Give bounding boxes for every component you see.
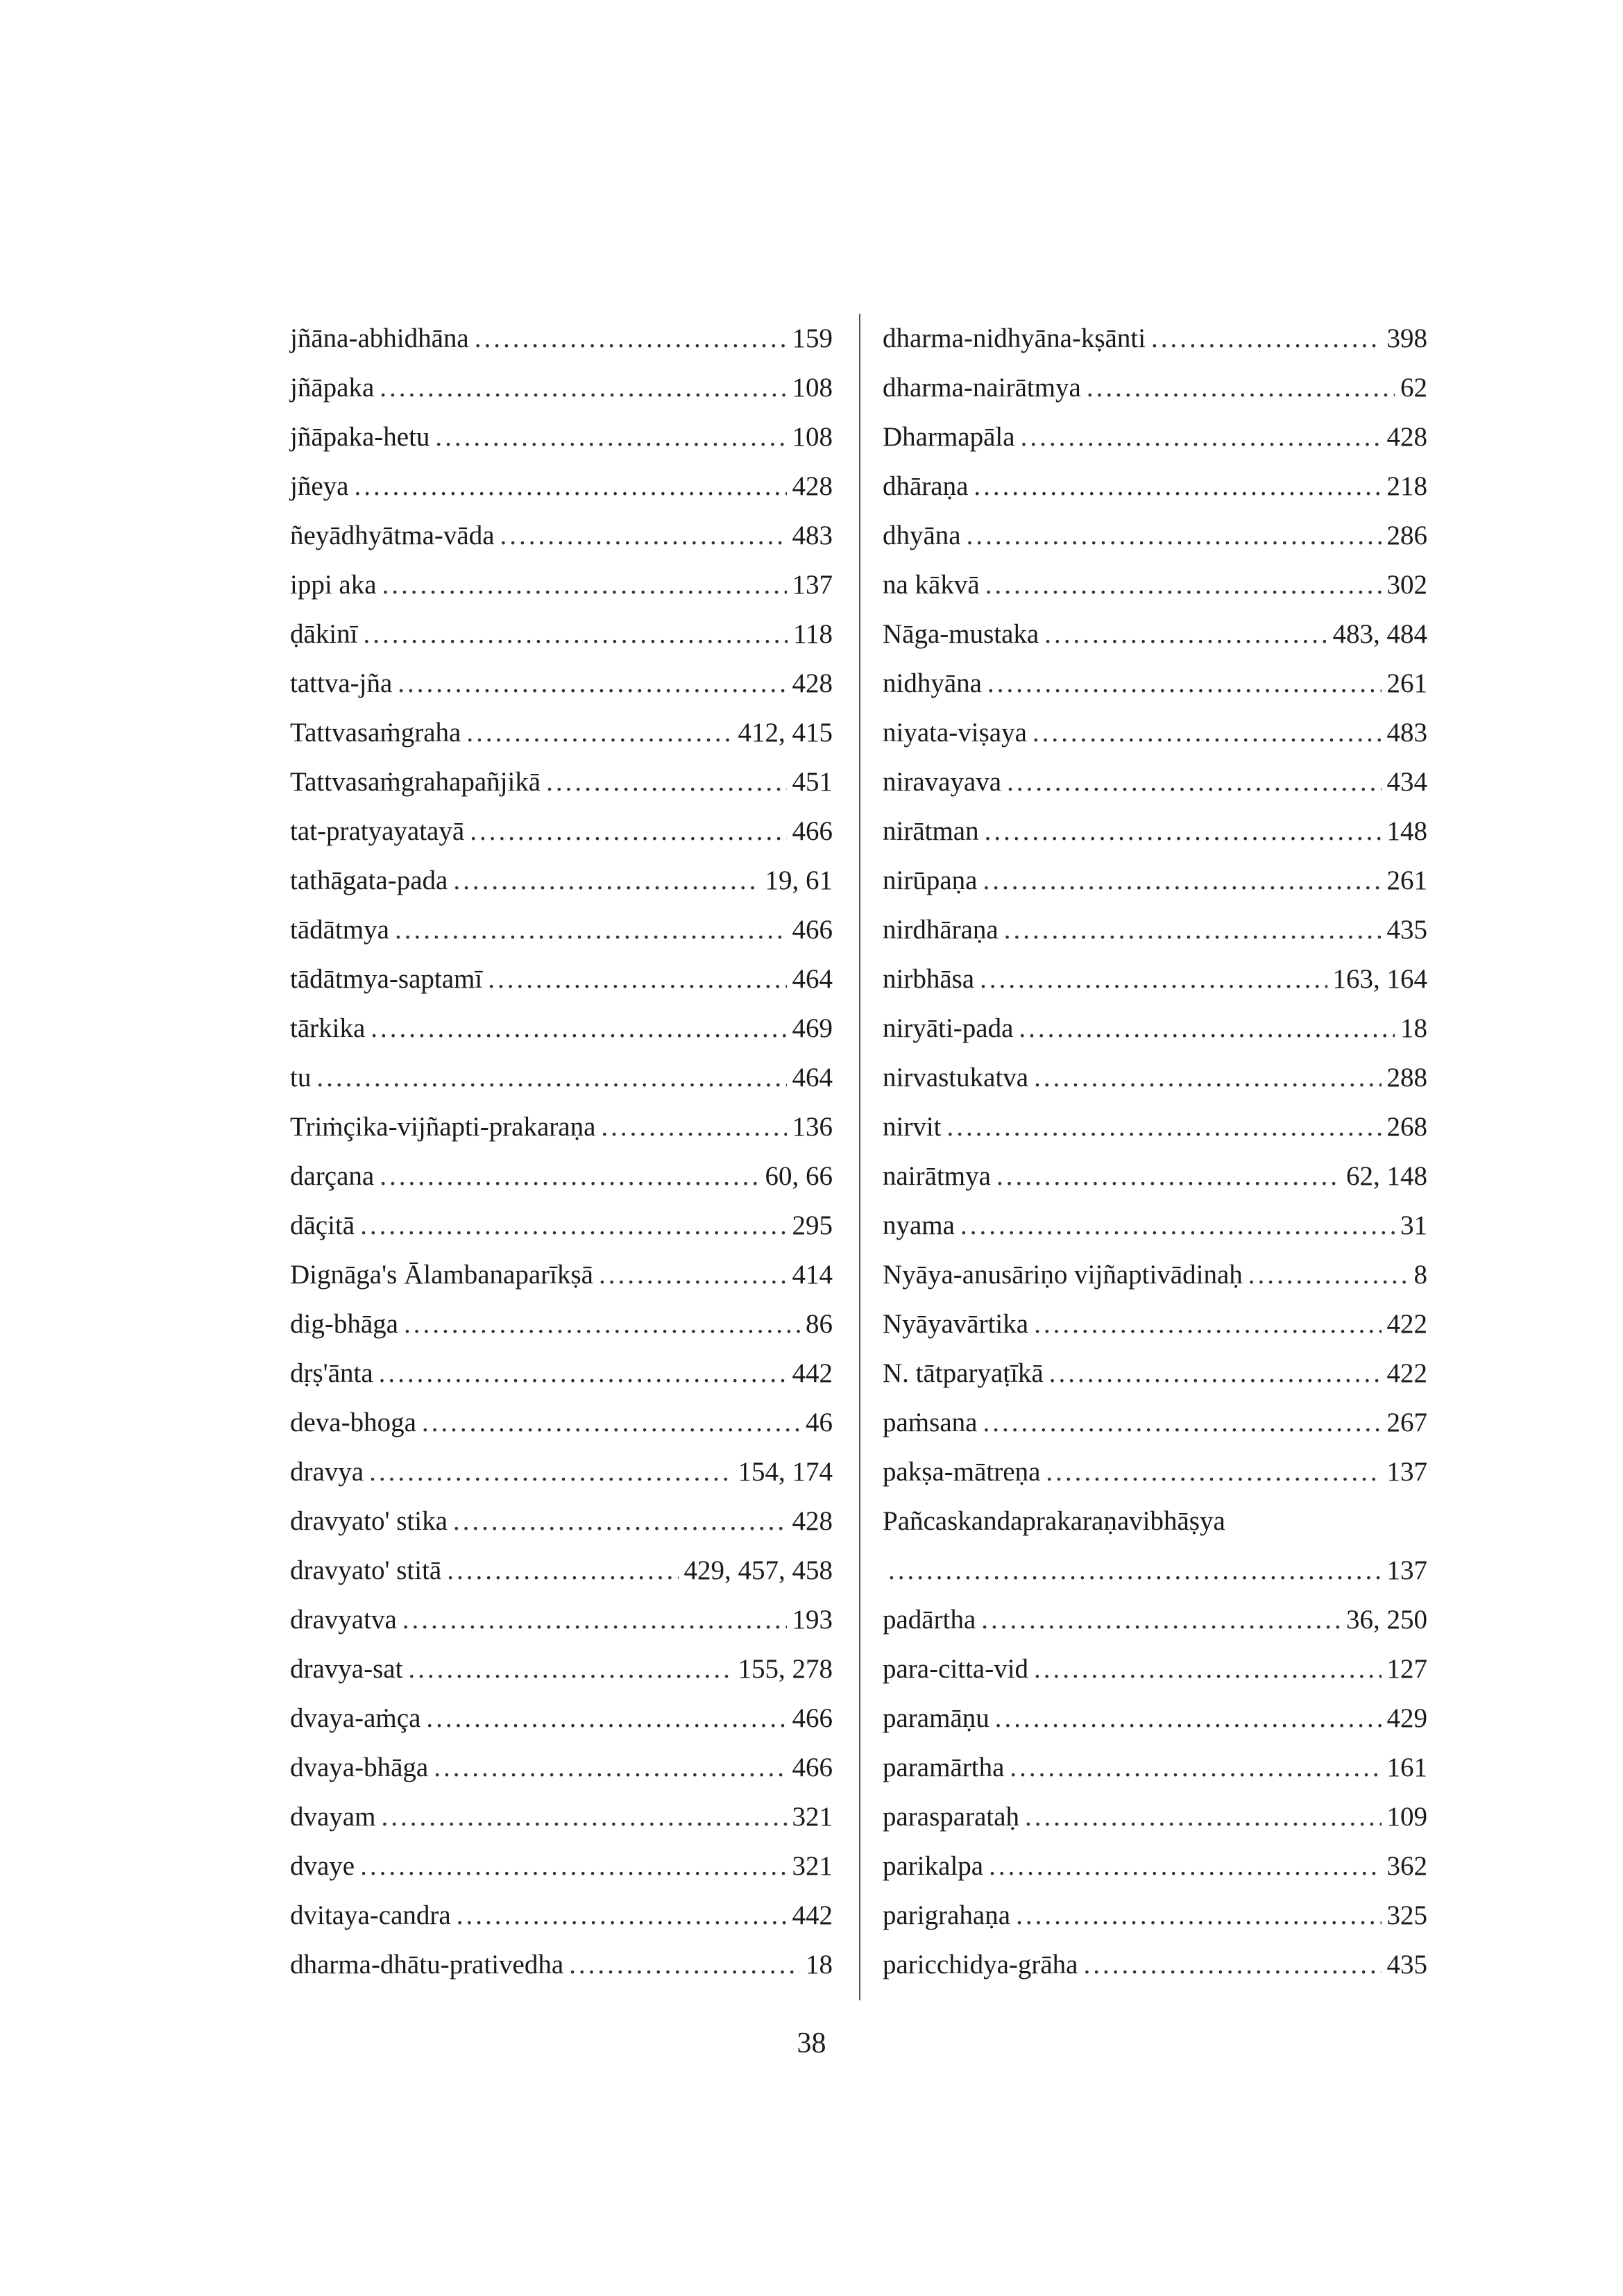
dot-leader — [408, 1644, 732, 1694]
index-term: Triṁçika-vijñapti-prakaraṇa — [290, 1112, 596, 1142]
dot-leader — [981, 1595, 1341, 1644]
index-term: tattva-jña — [290, 668, 393, 698]
index-entry — [883, 1102, 1427, 1151]
index-pages: 163, 164 — [1332, 964, 1427, 994]
dot-leader — [457, 1891, 787, 1940]
index-entry — [883, 511, 1427, 560]
index-pages: 159 — [792, 323, 833, 353]
dot-leader — [1034, 1299, 1381, 1349]
index-term: Nyāya-anusāriṇo vijñaptivādinaḥ — [883, 1260, 1243, 1290]
index-entry — [883, 708, 1427, 757]
index-term: dravyatva — [290, 1605, 397, 1635]
index-entry — [883, 1151, 1427, 1201]
index-entry — [883, 856, 1427, 905]
index-term: nirvit — [883, 1112, 942, 1142]
index-entry — [883, 560, 1427, 609]
dot-leader — [470, 807, 786, 856]
index-term: Tattvasaṁgrahapañjikā — [290, 767, 541, 797]
index-pages: 321 — [792, 1851, 833, 1881]
index-entry — [290, 412, 833, 462]
index-pages: 422 — [1386, 1309, 1427, 1339]
index-term: nirvastukatva — [883, 1063, 1029, 1092]
index-term: dvayam — [290, 1802, 376, 1832]
dot-leader — [1049, 1349, 1382, 1398]
dot-leader — [985, 807, 1382, 856]
index-entry — [290, 708, 833, 757]
index-entry — [290, 1546, 833, 1595]
dot-leader — [599, 1250, 787, 1299]
dot-leader — [1004, 905, 1382, 954]
dot-leader — [1248, 1250, 1409, 1299]
index-entry — [883, 1299, 1427, 1349]
index-pages: 18 — [806, 1950, 833, 1980]
index-term: tat-pratyayatayā — [290, 816, 465, 846]
dot-leader — [888, 1546, 1382, 1595]
index-entry — [290, 560, 833, 609]
index-term: dharma-nairātmya — [883, 373, 1081, 403]
index-pages: 268 — [1386, 1112, 1427, 1142]
dot-leader — [402, 1595, 787, 1644]
dot-leader — [363, 609, 787, 659]
index-entry — [290, 757, 833, 807]
index-entry — [290, 807, 833, 856]
index-term: dvitaya-candra — [290, 1900, 451, 1930]
index-pages: 161 — [1386, 1753, 1427, 1782]
index-term: jñeya — [290, 471, 349, 501]
index-term: parasparataḥ — [883, 1802, 1020, 1832]
index-entry — [883, 1644, 1427, 1694]
index-entry — [883, 1595, 1427, 1644]
dot-leader — [369, 1447, 732, 1496]
index-pages: 362 — [1386, 1851, 1427, 1881]
index-term: paṁsana — [883, 1408, 978, 1437]
index-pages: 464 — [792, 964, 833, 994]
dot-leader — [434, 1743, 786, 1792]
index-pages: 483 — [792, 521, 833, 550]
index-pages: 261 — [1386, 866, 1427, 895]
dot-leader — [1084, 1940, 1382, 1989]
index-term: tādātmya-saptamī — [290, 964, 483, 994]
dot-leader — [453, 856, 759, 905]
dot-leader — [983, 1398, 1381, 1447]
index-entry — [290, 1743, 833, 1792]
index-term: Pañcaskandaprakaraṇavibhāṣya — [883, 1506, 1225, 1536]
index-term: parikalpa — [883, 1851, 984, 1881]
index-pages: 62 — [1400, 373, 1427, 403]
dot-leader — [398, 659, 786, 708]
index-term: paramāṇu — [883, 1703, 989, 1733]
index-pages: 483, 484 — [1332, 619, 1427, 649]
index-entry — [883, 954, 1427, 1004]
index-entry — [290, 1694, 833, 1743]
index-term: nirdhāraṇa — [883, 915, 999, 945]
index-entry — [883, 1496, 1427, 1546]
index-entry — [290, 1053, 833, 1102]
index-term: parigrahaṇa — [883, 1900, 1011, 1930]
index-entry — [290, 511, 833, 560]
dot-leader — [1025, 1792, 1381, 1841]
index-pages: 108 — [792, 373, 833, 403]
index-term: ñeyādhyātma-vāda — [290, 521, 495, 550]
index-entry — [883, 314, 1427, 363]
index-entry — [883, 1447, 1427, 1496]
index-pages: 429 — [1386, 1703, 1427, 1733]
index-term: dravyato' stika — [290, 1506, 448, 1536]
index-term: darçana — [290, 1161, 375, 1191]
index-term: na kākvā — [883, 570, 980, 600]
index-pages: 18 — [1400, 1013, 1427, 1043]
index-term: dāçitā — [290, 1210, 355, 1240]
dot-leader — [546, 757, 786, 807]
dot-leader — [381, 1792, 786, 1841]
index-pages: 193 — [792, 1605, 833, 1635]
index-entry — [883, 1546, 1427, 1595]
dot-leader — [983, 856, 1381, 905]
index-pages: 109 — [1386, 1802, 1427, 1832]
index-entry — [290, 609, 833, 659]
dot-leader — [1151, 314, 1381, 363]
index-term: deva-bhoga — [290, 1408, 416, 1437]
index-term: dvaye — [290, 1851, 355, 1881]
index-pages: 62, 148 — [1346, 1161, 1427, 1191]
dot-leader — [380, 1151, 759, 1201]
dot-leader — [500, 511, 787, 560]
index-pages: 36, 250 — [1346, 1605, 1427, 1635]
dot-leader — [395, 905, 787, 954]
dot-leader — [380, 363, 786, 412]
index-pages: 137 — [1386, 1555, 1427, 1585]
dot-leader — [1034, 1644, 1381, 1694]
index-pages: 422 — [1386, 1358, 1427, 1388]
index-entry — [290, 363, 833, 412]
index-entry — [883, 807, 1427, 856]
index-term: paricchidya-grāha — [883, 1950, 1078, 1980]
index-pages: 286 — [1386, 521, 1427, 550]
index-pages: 466 — [792, 1753, 833, 1782]
index-pages: 46 — [806, 1408, 833, 1437]
index-term: dravyato' stitā — [290, 1555, 442, 1585]
index-pages: 428 — [792, 1506, 833, 1536]
index-term: ḍākinī — [290, 619, 358, 649]
index-pages: 86 — [806, 1309, 833, 1339]
index-entry — [883, 1053, 1427, 1102]
index-entry — [290, 1250, 833, 1299]
index-pages: 136 — [792, 1112, 833, 1142]
index-entry — [883, 757, 1427, 807]
index-term: paramārtha — [883, 1753, 1005, 1782]
index-pages: 483 — [1386, 718, 1427, 748]
dot-leader — [1033, 708, 1382, 757]
dot-leader — [453, 1496, 787, 1546]
index-term: dhyāna — [883, 521, 961, 550]
index-term: dhāraṇa — [883, 471, 969, 501]
index-entry — [290, 1940, 833, 1989]
index-pages: 108 — [792, 422, 833, 452]
index-entry — [883, 1201, 1427, 1250]
index-term: tu — [290, 1063, 312, 1092]
index-entry — [290, 1398, 833, 1447]
index-entry — [290, 659, 833, 708]
index-entry — [883, 363, 1427, 412]
index-entry — [290, 1102, 833, 1151]
index-entry — [290, 1447, 833, 1496]
index-term: dravya-sat — [290, 1654, 403, 1684]
dot-leader — [316, 1053, 786, 1102]
index-term: padārtha — [883, 1605, 976, 1635]
index-entry — [290, 1299, 833, 1349]
index-pages: 398 — [1386, 323, 1427, 353]
dot-leader — [996, 1151, 1341, 1201]
index-pages: 412, 415 — [738, 718, 833, 748]
page-number: 38 — [797, 2027, 826, 2059]
index-pages: 137 — [1386, 1457, 1427, 1487]
index-pages: 8 — [1413, 1260, 1427, 1290]
index-term: tārkika — [290, 1013, 366, 1043]
index-entry — [290, 1004, 833, 1053]
index-entry — [883, 1792, 1427, 1841]
dot-leader — [435, 412, 786, 462]
dot-leader — [371, 1004, 786, 1053]
index-entry — [290, 1841, 833, 1891]
dot-leader — [466, 708, 732, 757]
index-pages: 148 — [1386, 816, 1427, 846]
index-term: nirūpaṇa — [883, 866, 978, 895]
index-pages: 428 — [792, 471, 833, 501]
index-entry — [290, 1792, 833, 1841]
dot-leader — [422, 1398, 800, 1447]
index-pages: 218 — [1386, 471, 1427, 501]
index-entry — [290, 954, 833, 1004]
dot-leader — [360, 1201, 786, 1250]
index-pages: 302 — [1386, 570, 1427, 600]
index-pages: 288 — [1386, 1063, 1427, 1092]
index-term: Dignāga's Ālambanaparīkṣā — [290, 1260, 593, 1290]
index-term: Tattvasaṁgraha — [290, 718, 461, 748]
dot-leader — [1021, 412, 1382, 462]
index-pages: 428 — [1386, 422, 1427, 452]
index-entry — [290, 1644, 833, 1694]
index-entry — [883, 1250, 1427, 1299]
dot-leader — [379, 1349, 787, 1398]
index-term: tathāgata-pada — [290, 866, 448, 895]
index-term: para-citta-vid — [883, 1654, 1029, 1684]
dot-leader — [360, 1841, 786, 1891]
index-pages: 137 — [792, 570, 833, 600]
index-pages: 155, 278 — [738, 1654, 833, 1684]
index-pages: 466 — [792, 1703, 833, 1733]
index-pages: 434 — [1386, 767, 1427, 797]
index-entry — [883, 905, 1427, 954]
dot-leader — [947, 1102, 1382, 1151]
index-entry — [883, 462, 1427, 511]
index-entry — [883, 1349, 1427, 1398]
index-pages: 466 — [792, 915, 833, 945]
index-entry — [883, 1841, 1427, 1891]
index-pages: 429, 457, 458 — [683, 1555, 833, 1585]
dot-leader — [1087, 363, 1395, 412]
index-term: dvaya-aṁça — [290, 1703, 421, 1733]
index-term: nirbhāsa — [883, 964, 975, 994]
index-term: ippi aka — [290, 570, 377, 600]
dot-leader — [1016, 1891, 1381, 1940]
index-term: nyama — [883, 1210, 955, 1240]
dot-leader — [989, 1841, 1381, 1891]
index-entry — [883, 1004, 1427, 1053]
index-term: Nāga-mustaka — [883, 619, 1039, 649]
index-pages: 469 — [792, 1013, 833, 1043]
index-pages: 442 — [792, 1900, 833, 1930]
dot-leader — [967, 511, 1382, 560]
dot-leader — [382, 560, 787, 609]
dot-leader — [475, 314, 787, 363]
index-entry — [290, 856, 833, 905]
index-entry — [883, 1891, 1427, 1940]
index-pages: 295 — [792, 1210, 833, 1240]
dot-leader — [1007, 757, 1381, 807]
index-entry — [883, 609, 1427, 659]
index-pages: 19, 61 — [765, 866, 833, 895]
dot-leader — [1034, 1053, 1381, 1102]
index-term: dharma-nidhyāna-kṣānti — [883, 323, 1146, 353]
index-term: N. tātparyaṭīkā — [883, 1358, 1044, 1388]
column-divider — [859, 314, 860, 2000]
index-entry — [883, 1743, 1427, 1792]
index-term: niravayava — [883, 767, 1002, 797]
index-entry — [290, 1151, 833, 1201]
dot-leader — [985, 560, 1382, 609]
dot-leader — [1044, 609, 1327, 659]
index-column-right — [883, 314, 1427, 1989]
index-pages: 31 — [1400, 1210, 1427, 1240]
index-pages: 451 — [792, 767, 833, 797]
dot-leader — [601, 1102, 786, 1151]
index-pages: 118 — [792, 619, 833, 649]
index-pages: 435 — [1386, 915, 1427, 945]
index-pages: 261 — [1386, 668, 1427, 698]
index-term: dṛṣ'ānta — [290, 1358, 373, 1388]
index-term: niyata-viṣaya — [883, 718, 1027, 748]
index-term: nairātmya — [883, 1161, 991, 1191]
dot-leader — [995, 1694, 1382, 1743]
index-pages: 325 — [1386, 1900, 1427, 1930]
index-entry — [290, 1201, 833, 1250]
index-entry — [883, 1398, 1427, 1447]
index-pages: 321 — [792, 1802, 833, 1832]
index-entry — [290, 1349, 833, 1398]
index-entry — [883, 412, 1427, 462]
index-term: niryāti-pada — [883, 1013, 1014, 1043]
index-term: jñāpaka — [290, 373, 375, 403]
index-pages: 154, 174 — [738, 1457, 833, 1487]
index-pages: 60, 66 — [765, 1161, 833, 1191]
index-pages: 466 — [792, 816, 833, 846]
index-column-left — [290, 314, 833, 1989]
dot-leader — [447, 1546, 678, 1595]
index-term: dig-bhāga — [290, 1309, 398, 1339]
dot-leader — [980, 954, 1327, 1004]
index-term: jñāna-abhidhāna — [290, 323, 469, 353]
index-term: nidhyāna — [883, 668, 982, 698]
index-term: dravya — [290, 1457, 364, 1487]
dot-leader — [569, 1940, 800, 1989]
dot-leader — [354, 462, 786, 511]
dot-leader — [1046, 1447, 1381, 1496]
index-entry — [290, 1496, 833, 1546]
index-term: pakṣa-mātreṇa — [883, 1457, 1041, 1487]
index-pages: 435 — [1386, 1950, 1427, 1980]
index-term: Dharmapāla — [883, 422, 1015, 452]
index-pages: 127 — [1386, 1654, 1427, 1684]
index-term: tādātmya — [290, 915, 389, 945]
index-entry — [290, 314, 833, 363]
dot-leader — [404, 1299, 800, 1349]
dot-leader — [488, 954, 786, 1004]
index-term: dharma-dhātu-prativedha — [290, 1950, 564, 1980]
dot-leader — [1010, 1743, 1381, 1792]
index-term: nirātman — [883, 816, 979, 846]
index-pages: 464 — [792, 1063, 833, 1092]
dot-leader — [987, 659, 1382, 708]
dot-leader — [960, 1201, 1395, 1250]
index-entry — [290, 462, 833, 511]
index-pages: 267 — [1386, 1408, 1427, 1437]
index-pages: 414 — [792, 1260, 833, 1290]
index-entry — [883, 1940, 1427, 1989]
index-term: Nyāyavārtika — [883, 1309, 1029, 1339]
dot-leader — [1019, 1004, 1395, 1053]
index-term: dvaya-bhāga — [290, 1753, 429, 1782]
index-pages: 428 — [792, 668, 833, 698]
index-entry — [290, 1891, 833, 1940]
dot-leader — [426, 1694, 786, 1743]
index-entry — [883, 659, 1427, 708]
index-term: jñāpaka-hetu — [290, 422, 430, 452]
index-entry — [290, 1595, 833, 1644]
index-pages: 442 — [792, 1358, 833, 1388]
index-entry — [883, 1694, 1427, 1743]
index-entry — [290, 905, 833, 954]
dot-leader — [974, 462, 1381, 511]
